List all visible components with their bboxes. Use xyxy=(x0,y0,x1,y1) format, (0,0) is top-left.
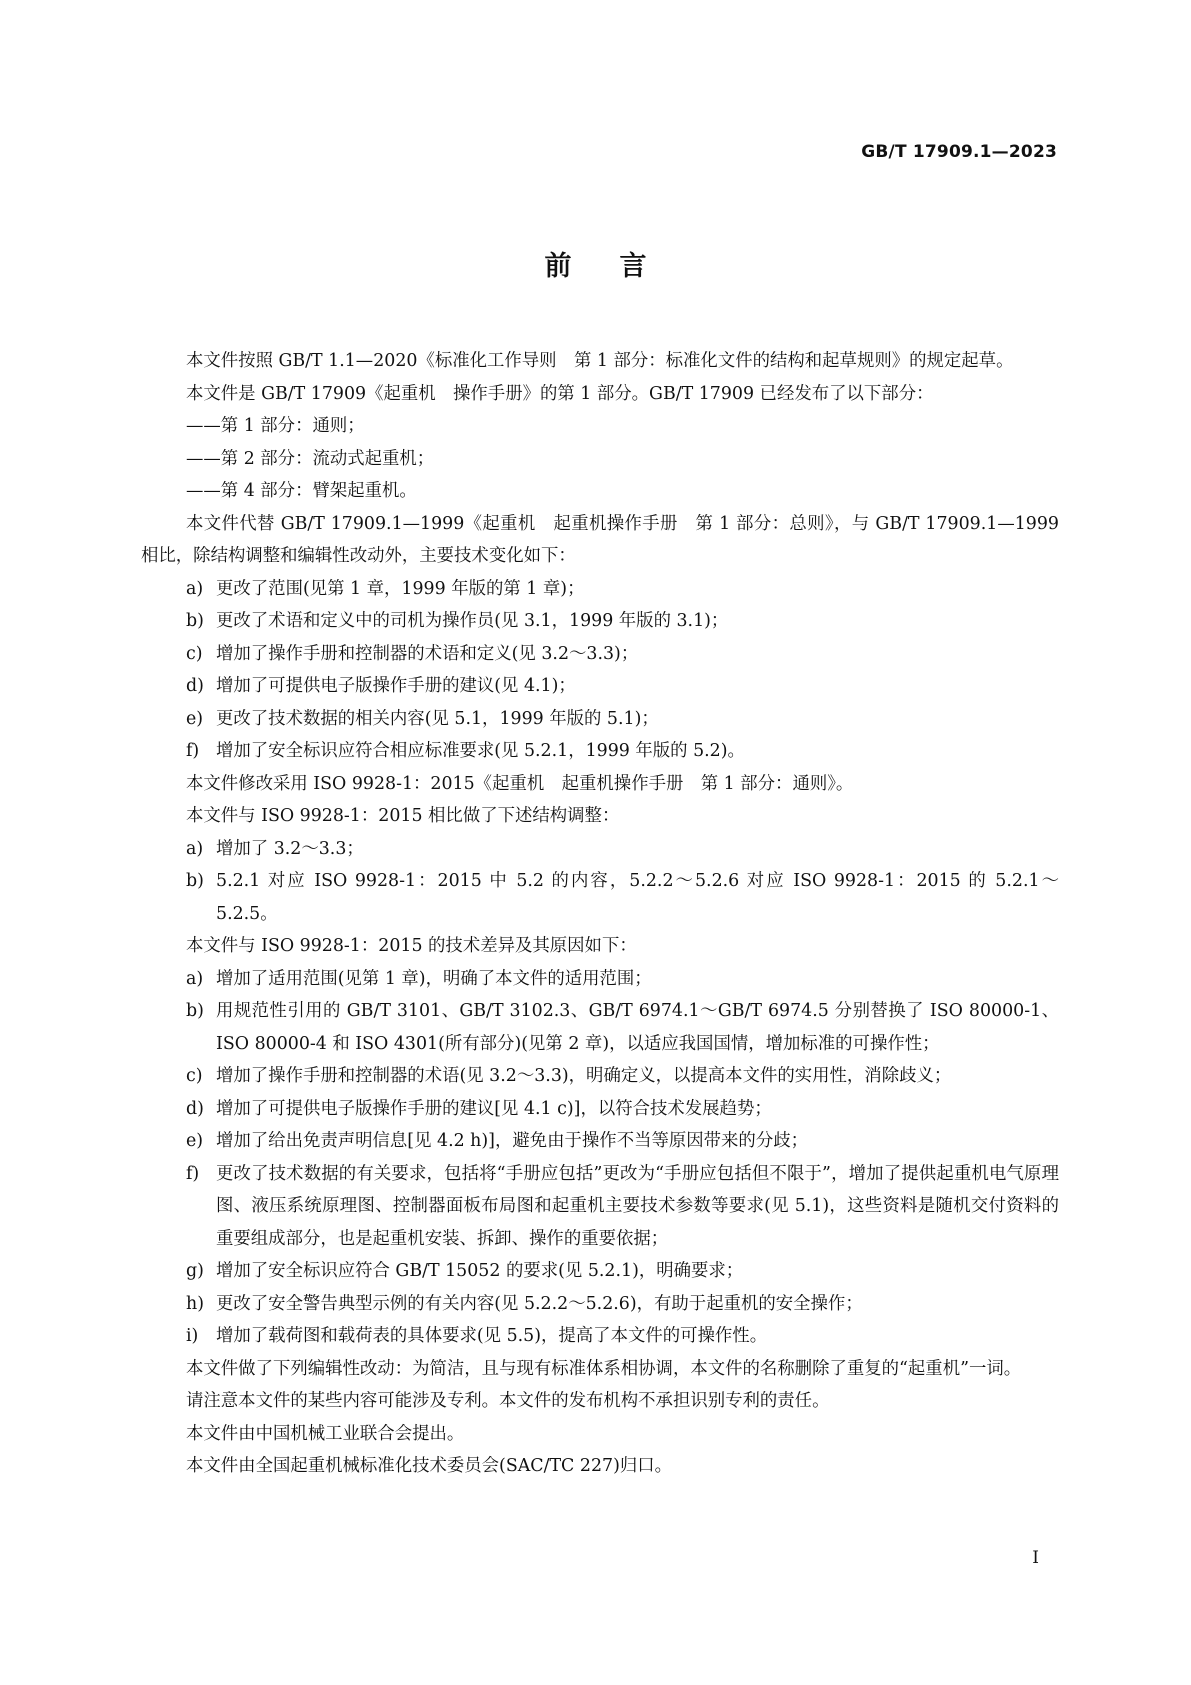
list-item xyxy=(141,1125,1059,1158)
list-text: 5.2.1 对应 ISO 9928-1：2015 中 5.2 的内容，5.2.2～5.2.6 对应 ISO 9928-1：2015 的 5.2.1～5.2.5。 xyxy=(216,871,1059,924)
list-text: 增加了载荷图和载荷表的具体要求(见 5.5)，提高了本文件的可操作性。 xyxy=(216,1326,768,1346)
foreword-body xyxy=(141,345,1059,1483)
paragraph: 本文件由中国机械工业联合会提出。 xyxy=(186,1423,465,1444)
list-item xyxy=(141,670,1059,703)
list-label: d) xyxy=(186,676,204,696)
paragraph: 本文件按照 GB/T 1.1—2020《标准化工作导则 第 1 部分：标准化文件的结构和起草规则》的规定起草。 xyxy=(186,351,1014,371)
list-item xyxy=(141,1288,1059,1321)
list-item xyxy=(141,1158,1059,1256)
list-text: 更改了范围(见第 1 章，1999 年版的第 1 章)； xyxy=(216,578,585,599)
list-text: 更改了安全警告典型示例的有关内容(见 5.2.2～5.2.6)，有助于起重机的安全操作； xyxy=(216,1293,863,1314)
list-text: 增加了安全标识应符合 GB/T 15052 的要求(见 5.2.1)，明确要求； xyxy=(216,1261,744,1281)
paragraph: 本文件是 GB/T 17909《起重机 操作手册》的第 1 部分。GB/T 17909 已经发布了以下部分： xyxy=(186,383,934,404)
list-item xyxy=(141,638,1059,671)
list-item xyxy=(141,1093,1059,1126)
paragraph: 本文件做了下列编辑性改动：为简洁，且与现有标准体系相协调，本文件的名称删除了重复的“起重机”一词。 xyxy=(186,1358,1022,1379)
list-text: 增加了给出免责声明信息[见 4.2 h)]，避免由于操作不当等原因带来的分歧； xyxy=(216,1131,808,1151)
list-text: 增加了 3.2～3.3； xyxy=(216,838,364,859)
list-label: e) xyxy=(186,708,204,729)
list-item xyxy=(141,995,1059,1060)
page-title: 前言 xyxy=(544,251,695,282)
list-item xyxy=(141,573,1059,606)
list-label: i) xyxy=(186,1326,199,1346)
list-label: e) xyxy=(186,1131,204,1151)
list-label: a) xyxy=(186,968,204,989)
list-item: ——第 2 部分：流动式起重机； xyxy=(186,448,435,469)
list-label: a) xyxy=(186,578,204,599)
list-text: 用规范性引用的 GB/T 3101、GB/T 3102.3、GB/T 6974.1～GB/T 6974.5 分别替换了 ISO 80000-1、ISO 80000-4 和 ISO 4301(所有部分)(见第 2 章)，以适应我国国情，增加标准的可操作性； xyxy=(216,1001,1059,1054)
list-item xyxy=(141,735,1059,768)
list-item xyxy=(141,833,1059,866)
paragraph: 本文件与 ISO 9928-1：2015 相比做了下述结构调整： xyxy=(186,806,620,826)
paragraph: 本文件与 ISO 9928-1：2015 的技术差异及其原因如下： xyxy=(186,936,637,956)
paragraph: 本文件修改采用 ISO 9928-1：2015《起重机 起重机操作手册 第 1 部分：通则》。 xyxy=(186,773,854,794)
list-label: a) xyxy=(186,838,204,859)
list-label: b) xyxy=(186,871,204,891)
list-text: 增加了操作手册和控制器的术语(见 3.2～3.3)，明确定义，以提高本文件的实用性，消除歧义； xyxy=(216,1066,952,1086)
page-number: I xyxy=(1032,1548,1039,1568)
list-label: h) xyxy=(186,1293,204,1314)
list-item xyxy=(141,963,1059,996)
list-text: 增加了操作手册和控制器的术语和定义(见 3.2～3.3)； xyxy=(216,643,639,664)
list-label: d) xyxy=(186,1098,204,1119)
list-label: c) xyxy=(186,1066,203,1086)
list-label: b) xyxy=(186,1001,204,1021)
list-text: 增加了可提供电子版操作手册的建议(见 4.1)； xyxy=(216,676,576,696)
list-text: 增加了可提供电子版操作手册的建议[见 4.1 c)]，以符合技术发展趋势； xyxy=(216,1098,772,1119)
paragraph: 本文件代替 GB/T 17909.1—1999《起重机 起重机操作手册 第 1 部分：总则》，与 GB/T 17909.1—1999 相比，除结构调整和编辑性改动外，主要技术变化如下： xyxy=(141,513,1059,566)
list-text: 增加了安全标识应符合相应标准要求(见 5.2.1，1999 年版的 5.2)。 xyxy=(216,741,745,761)
list-item xyxy=(141,865,1059,930)
list-text: 更改了术语和定义中的司机为操作员(见 3.1，1999 年版的 3.1)； xyxy=(216,611,729,631)
list-label: b) xyxy=(186,611,204,631)
list-item: ——第 1 部分：通则； xyxy=(186,416,365,436)
paragraph: 请注意本文件的某些内容可能涉及专利。本文件的发布机构不承担识别专利的责任。 xyxy=(186,1391,830,1411)
list-item xyxy=(141,1320,1059,1353)
paragraph: 本文件由全国起重机械标准化技术委员会(SAC/TC 227)归口。 xyxy=(186,1456,673,1476)
list-item xyxy=(141,605,1059,638)
standard-number: GB/T 17909.1—2023 xyxy=(861,142,1057,162)
list-text: 更改了技术数据的相关内容(见 5.1，1999 年版的 5.1)； xyxy=(216,708,659,729)
list-item xyxy=(141,1060,1059,1093)
list-label: f) xyxy=(186,1163,200,1184)
list-item xyxy=(141,1255,1059,1288)
list-item: ——第 4 部分：臂架起重机。 xyxy=(186,481,417,501)
list-label: c) xyxy=(186,643,203,664)
list-label: g) xyxy=(186,1261,204,1281)
list-text: 增加了适用范围(见第 1 章)，明确了本文件的适用范围； xyxy=(216,968,652,989)
list-label: f) xyxy=(186,741,200,761)
list-item xyxy=(141,703,1059,736)
list-text: 更改了技术数据的有关要求，包括将“手册应包括”更改为“手册应包括但不限于”，增加了提供起重机电气原理图、液压系统原理图、控制器面板布局图和起重机主要技术参数等要求(见 5.1)，这些资料是随机交付资料的重要组成部分，也是起重机安装、拆卸、操作的重要依据； xyxy=(216,1163,1059,1249)
